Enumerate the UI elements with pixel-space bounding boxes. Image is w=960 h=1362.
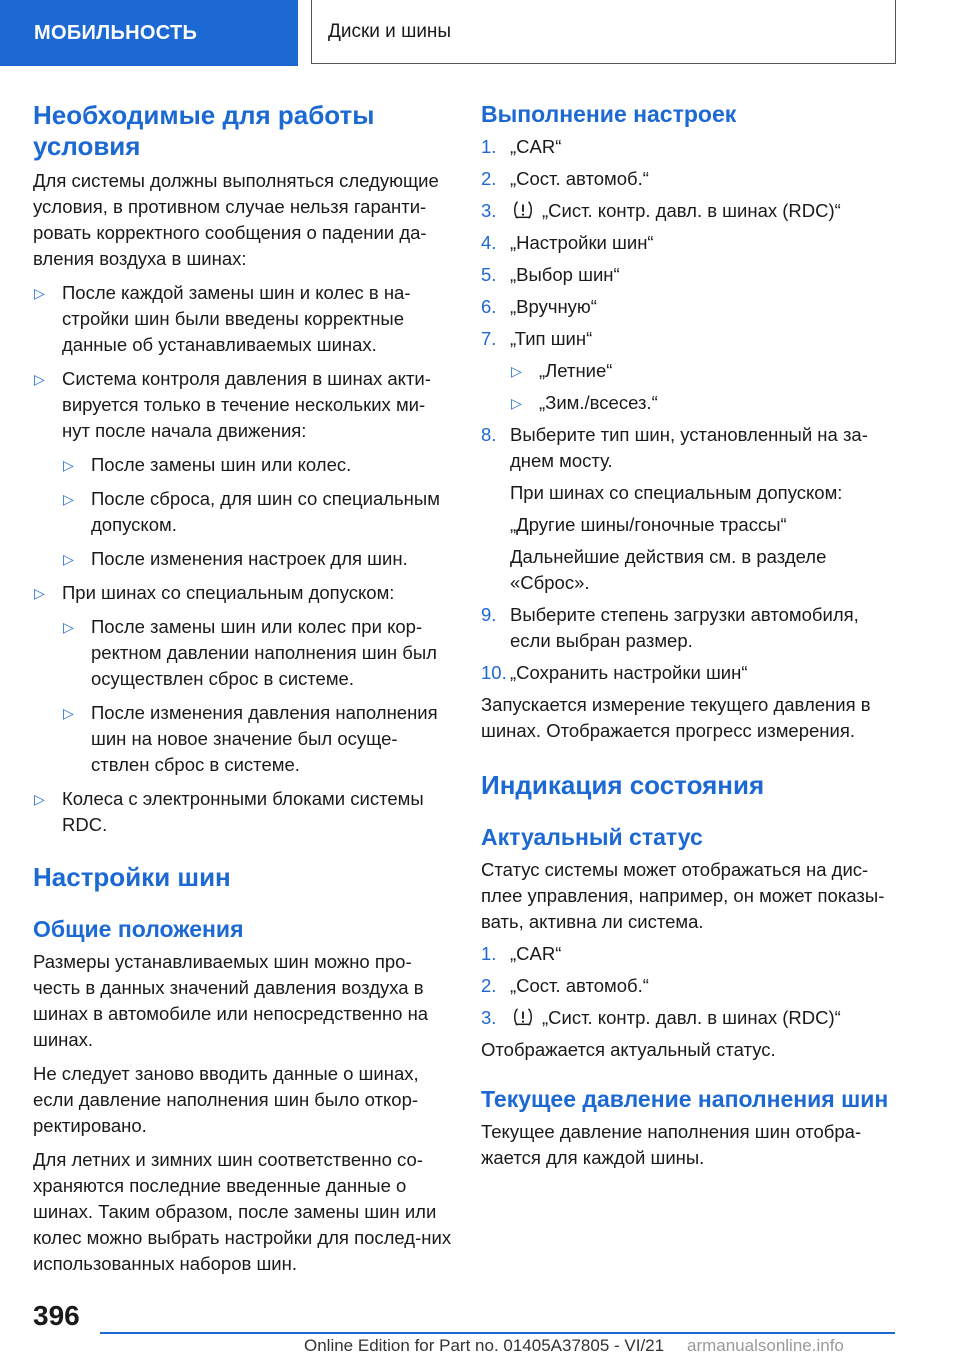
footer-divider	[100, 1332, 895, 1334]
paragraph-conditions: Для системы должны выполняться следующие условия, в противном случае нельзя гаранти-ровать корректного сообщения о падении да-вления воздуха в шинах:	[33, 170, 439, 269]
step-note: „Другие шины/гоночные трассы“	[510, 514, 787, 535]
page-footer	[0, 1290, 960, 1362]
paragraph-current: Текущее давление наполнения шин отобра-жается для каждой шины.	[481, 1121, 862, 1168]
page-number: 396	[33, 1300, 80, 1331]
tire-pressure-warning-icon	[512, 1006, 534, 1028]
heading-status-display: Индикация состояния	[481, 770, 765, 800]
status-steps	[481, 941, 901, 1031]
sub-list	[62, 614, 453, 778]
triangle-bullet-icon: ▷	[34, 585, 45, 601]
step-item: 8. Выберите тип шин, установленный на за-днем мосту. При шинах со специальным допуском: „Другие шины/гоночные трассы“ Дальнейшие действия см. в разделе «Сброс».	[481, 422, 901, 596]
right-column	[481, 100, 901, 1171]
heading-perform-settings: Выполнение настроек	[481, 101, 737, 127]
list-item: ▷ „Летние“	[510, 358, 901, 384]
triangle-bullet-icon: ▷	[63, 705, 74, 721]
paragraph-measure: Запускается измерение текущего давления в шинах. Отображается прогресс измерения.	[481, 694, 871, 741]
heading-conditions: Необходимые для работы условия	[33, 100, 375, 161]
list-item: ▷ После замены шин или колес.	[62, 452, 453, 478]
step-item: 2. „Сост. автомоб.“	[481, 975, 649, 996]
list-item: ▷ После сброса, для шин со специальным допуском.	[63, 488, 440, 535]
step-item: 5. „Выбор шин“	[481, 264, 620, 285]
triangle-bullet-icon: ▷	[34, 371, 45, 387]
step-item: 9. Выберите степень загрузки автомобиля, если выбран размер.	[481, 604, 859, 651]
section-tab: МОБИЛЬНОСТЬ	[0, 0, 298, 66]
settings-steps	[481, 134, 901, 686]
triangle-bullet-icon: ▷	[63, 619, 74, 635]
triangle-bullet-icon: ▷	[511, 363, 522, 379]
paragraph-actual-shown: Отображается актуальный статус.	[481, 1039, 776, 1060]
list-item: ▷ После каждой замены шин и колес в на-стройки шин были введены корректные данные об устанавливаемых шинах.	[34, 282, 411, 355]
heading-current-pressure: Текущее давление наполнения шин	[481, 1086, 889, 1112]
step-item: 6. „Вручную“	[481, 296, 597, 317]
list-item: ▷ Система контроля давления в шинах акти-вируется только в течение нескольких ми-нут после начала движения: ▷ После замены шин или колес. ▷ После сброса, для шин со специальным допуском. ▷ После изменения настроек для шин.	[33, 366, 453, 572]
edition-text: Online Edition for Part no. 01405A37805 - VI/21	[304, 1336, 665, 1355]
step-item: 4. „Настройки шин“	[481, 232, 654, 253]
list-item: ▷ При шинах со специальным допуском: ▷ После замены шин или колес при кор-ректном давлении наполнения шин был осуществлен сброс в системе. ▷ После изменения давления наполнения шин на новое значение был осуще-ствлен сброс в системе.	[33, 580, 453, 778]
chapter-tab: Диски и шины	[311, 0, 896, 64]
step-item: 3. „Сист. контр. давл. в шинах (RDC)“	[481, 200, 841, 221]
triangle-bullet-icon: ▷	[63, 491, 74, 507]
step-note: При шинах со специальным допуском:	[510, 482, 843, 503]
paragraph-actual: Статус системы может отображаться на дис-плее управления, например, он может показы-вать, активна ли система.	[481, 859, 885, 932]
step-item: 3. „Сист. контр. давл. в шинах (RDC)“	[481, 1007, 841, 1028]
step-note: Дальнейшие действия см. в разделе «Сброс».	[510, 546, 827, 593]
triangle-bullet-icon: ▷	[63, 551, 74, 567]
list-item: ▷ После замены шин или колес при кор-ректном давлении наполнения шин был осуществлен сброс в системе.	[63, 616, 437, 689]
heading-tire-settings: Настройки шин	[33, 862, 231, 892]
tire-pressure-warning-icon	[512, 199, 534, 221]
paragraph-general-3: Для летних и зимних шин соответственно со-храняются последние введенные данные о шинах. Таким образом, после замены шин или колес можно выбрать настройки для послед-них использованных наборов шин.	[33, 1149, 452, 1274]
list-item: ▷ Колеса с электронными блоками системы RDC.	[34, 788, 424, 835]
sub-list	[510, 358, 901, 416]
heading-actual-status: Актуальный статус	[481, 824, 703, 850]
paragraph-general-2: Не следует заново вводить данные о шинах, если давление наполнения шин было откор-ректировано.	[33, 1063, 419, 1136]
step-item: 7. „Тип шин“ ▷ „Летние“ ▷ „Зим./всесез.“	[481, 326, 901, 416]
step-item: 10. „Сохранить настройки шин“	[481, 662, 748, 683]
triangle-bullet-icon: ▷	[511, 395, 522, 411]
conditions-list	[33, 280, 453, 838]
triangle-bullet-icon: ▷	[63, 457, 74, 473]
step-item: 2. „Сост. автомоб.“	[481, 168, 649, 189]
triangle-bullet-icon: ▷	[34, 791, 45, 807]
step-item: 1. „CAR“	[481, 136, 562, 157]
step-item: 1. „CAR“	[481, 943, 562, 964]
heading-general: Общие положения	[33, 916, 244, 942]
list-item: ▷ После изменения настроек для шин.	[62, 546, 453, 572]
triangle-bullet-icon: ▷	[34, 285, 45, 301]
list-item: ▷ После изменения давления наполнения шин на новое значение был осуще-ствлен сброс в системе.	[63, 702, 438, 775]
page-header	[0, 0, 960, 66]
paragraph-general-1: Размеры устанавливаемых шин можно про-честь в данных значений давления воздуха в шинах в автомобиле или непосредственно на шинах.	[33, 951, 429, 1050]
watermark: armanualsonline.info	[687, 1336, 844, 1355]
left-column	[33, 100, 453, 1277]
sub-list	[62, 452, 453, 572]
list-item: ▷ „Зим./всесез.“	[510, 390, 901, 416]
